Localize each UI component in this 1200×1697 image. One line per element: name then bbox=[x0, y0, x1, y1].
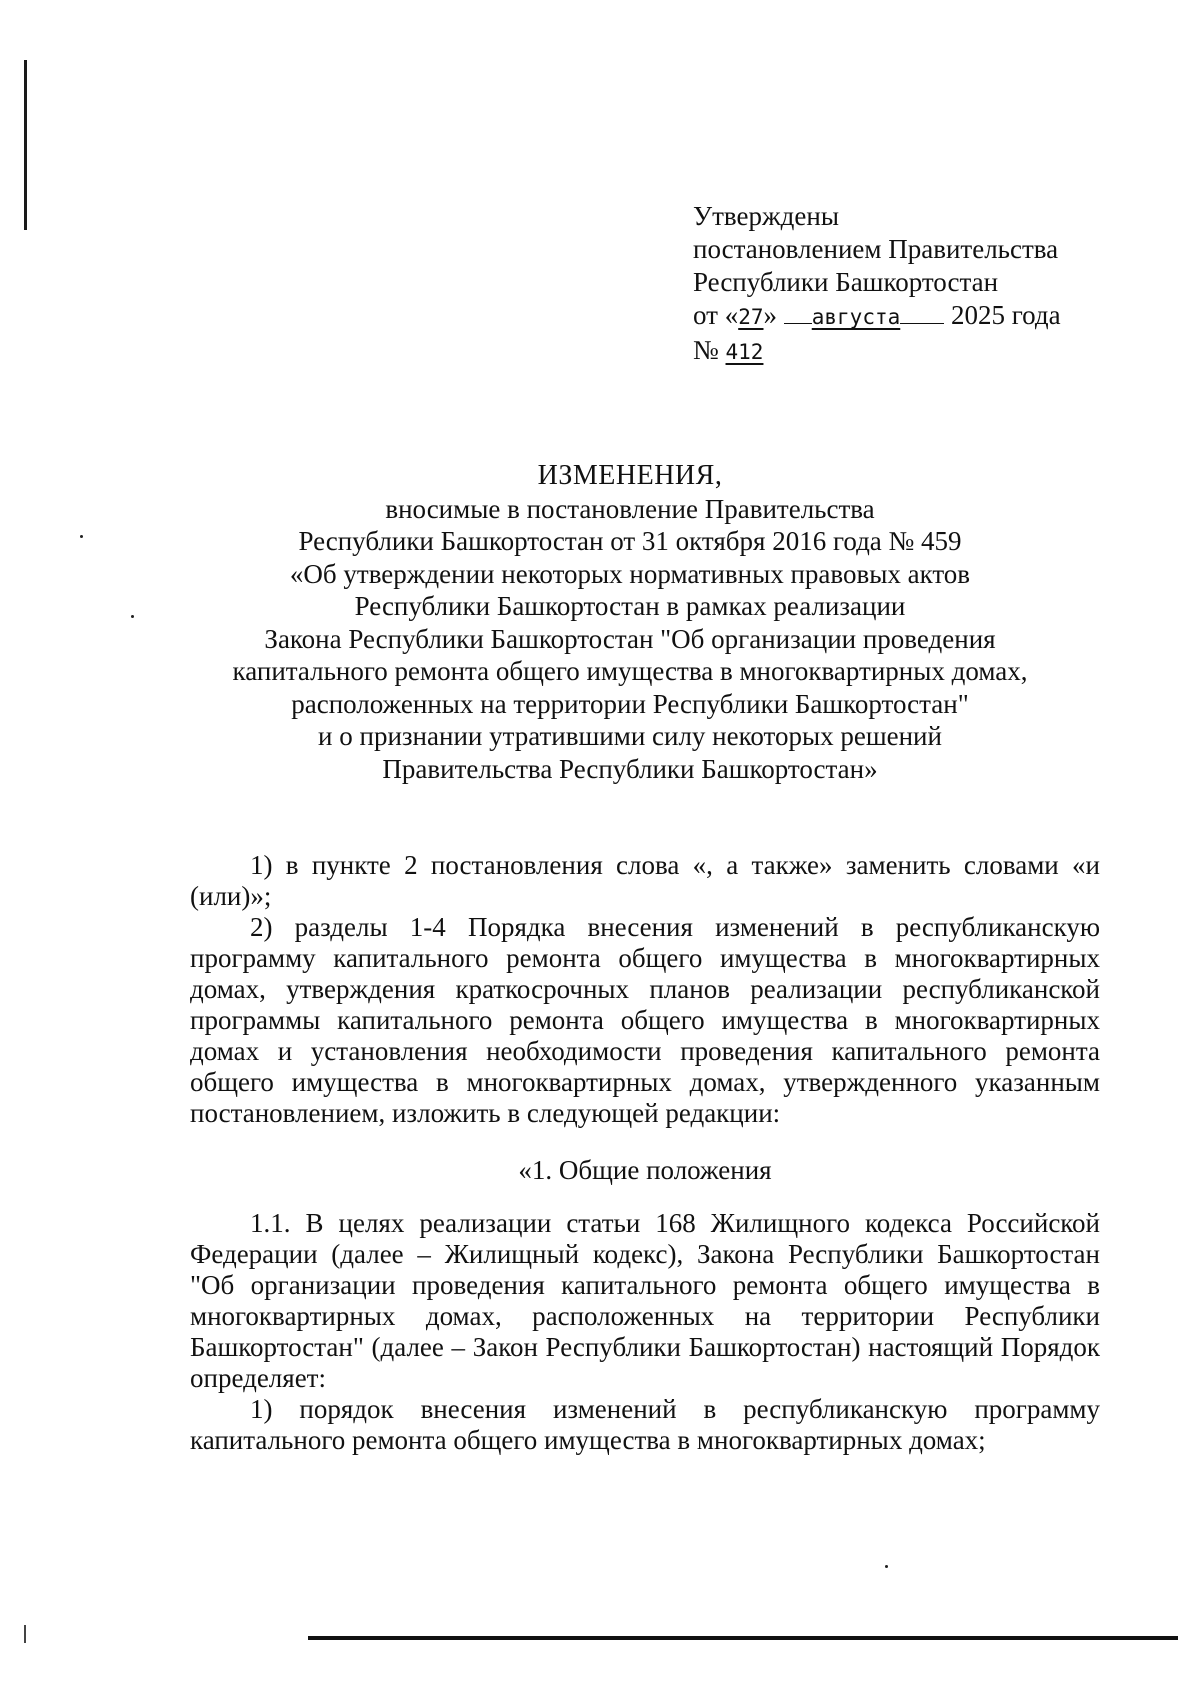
date-prefix: от « bbox=[693, 300, 739, 330]
date-year: 2025 года bbox=[951, 300, 1061, 330]
title-line: «Об утверждении некоторых нормативных правовых актов bbox=[289, 558, 971, 589]
paragraph-4: 1) порядок внесения изменений в республиканскую программу капитального ремонта общего имущества в многоквартирных домах; bbox=[190, 1394, 1100, 1455]
document-title bbox=[180, 460, 1080, 785]
title-line: и о признании утратившими силу некоторых решений bbox=[318, 721, 942, 751]
title-line: расположенных на территории Республики Башкортостан" bbox=[291, 688, 969, 719]
paragraph-3: 1.1. В целях реализации статьи 168 Жилищного кодекса Российской Федерации (далее – Жилищный кодекс), Закона Республики Башкортостан "Об организации проведения капитального ремонта общего имущества в многоквартирных домах, расположенных на территории Республики Башкортостан" (далее – Закон Республики Башкортостан) настоящий Порядок определяет: bbox=[190, 1208, 1100, 1393]
date-day-suffix: » bbox=[763, 300, 777, 330]
number-prefix: № bbox=[693, 335, 719, 365]
title-line: Республики Башкортостан в рамках реализации bbox=[354, 591, 906, 621]
title-line: вносимые в постановление Правительства bbox=[385, 493, 875, 524]
date-month: августа bbox=[811, 305, 901, 329]
title-line: Правительства Республики Башкортостан» bbox=[382, 753, 878, 784]
title-line: Закона Республики Башкортостан "Об организации проведения bbox=[264, 623, 996, 654]
section-heading: «1. Общие положения bbox=[518, 1155, 772, 1185]
date-day: 27 bbox=[738, 305, 764, 329]
title-heading: ИЗМЕНЕНИЯ, bbox=[537, 460, 723, 491]
bottom-rule bbox=[308, 1636, 1178, 1640]
scan-edge-mark-bottom bbox=[24, 1625, 26, 1643]
scan-edge-mark bbox=[24, 60, 27, 230]
scan-speck bbox=[131, 615, 134, 618]
scan-speck bbox=[80, 535, 83, 538]
paragraph-1: 1) в пункте 2 постановления слова «, а также» заменить словами «и (или)»; bbox=[190, 850, 1100, 911]
title-line: Республики Башкортостан от 31 октября 2016 года № 459 bbox=[298, 526, 962, 556]
approval-stamp bbox=[693, 200, 1113, 369]
approval-line: постановлением Правительства bbox=[693, 234, 1059, 264]
date-blank bbox=[900, 323, 944, 324]
approval-date bbox=[693, 299, 1113, 334]
scan-speck bbox=[885, 1565, 888, 1568]
paragraph-2: 2) разделы 1-4 Порядка внесения изменений в республиканскую программу капитального ремонта общего имущества в многоквартирных домах, утверждения краткосрочных планов реализации республиканской программы капитального ремонта общего имущества в многоквартирных домах и установления необходимости проведения капитального ремонта общего имущества в многоквартирных домах, утвержденного указанным постановлением, изложить в следующей редакции: bbox=[190, 912, 1100, 1128]
title-line: капитального ремонта общего имущества в многоквартирных домах, bbox=[232, 656, 1028, 686]
document-number: 412 bbox=[725, 340, 764, 364]
document-body bbox=[190, 850, 1100, 1456]
date-blank bbox=[784, 323, 812, 324]
approval-line: Утверждены bbox=[693, 201, 839, 231]
approval-line: Республики Башкортостан bbox=[693, 267, 999, 297]
approval-number bbox=[693, 334, 1113, 369]
